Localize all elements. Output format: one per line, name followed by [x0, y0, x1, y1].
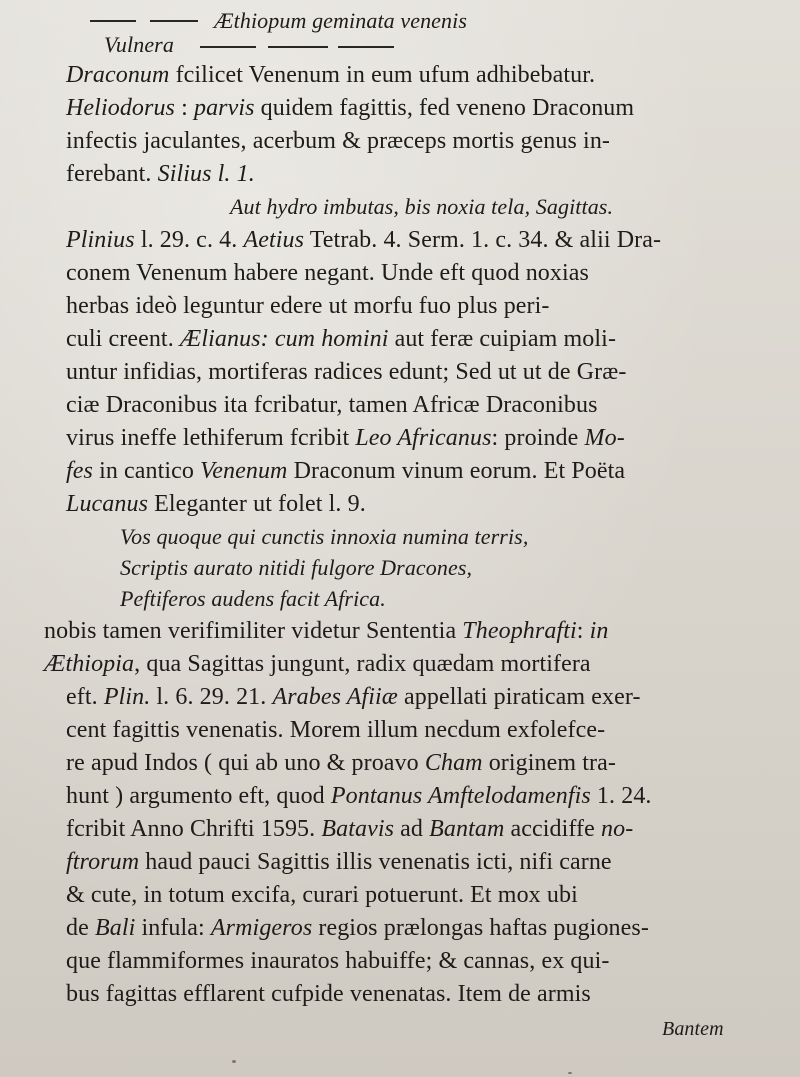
roman-text: aut feræ cuipiam moli- — [388, 326, 617, 352]
roman-text: l. 6. 29. 21. — [150, 684, 273, 710]
ink-stain — [568, 1072, 572, 1074]
roman-text: Eleganter ut folet l. 9. — [148, 491, 366, 517]
italic-text: Leo Africanus — [355, 425, 492, 451]
ink-stain — [232, 1060, 236, 1063]
italic-text: Æthiopia — [44, 651, 135, 677]
roman-text: que flammiformes inauratos habuiffe; & cannas, ex qui- — [66, 948, 610, 974]
text-line — [66, 93, 634, 123]
roman-text: eft. — [66, 684, 104, 710]
italic-text: Scriptis aurato nitidi fulgore Dracones, — [120, 555, 473, 580]
italic-text: Bantem — [662, 1018, 724, 1040]
roman-text: quidem fagittis, fed veneno Draconum — [254, 95, 635, 121]
text-line — [66, 748, 616, 778]
roman-text: infula: — [135, 915, 211, 941]
roman-text: culi creent. — [66, 326, 180, 352]
italic-text: Aetius — [243, 227, 305, 253]
roman-text: in cantico — [92, 458, 201, 484]
roman-text: regios prælongas haftas pugiones- — [312, 915, 649, 941]
italic-text: no- — [601, 816, 634, 842]
roman-text: re apud Indos ( qui ab uno & proavo — [66, 750, 425, 776]
italic-text: Mo- — [584, 425, 625, 451]
text-line — [66, 946, 609, 976]
text-line — [120, 584, 386, 614]
italic-text: Bantam — [429, 816, 505, 842]
text-line — [66, 159, 255, 189]
roman-text: l. 29. c. 4. — [134, 227, 244, 253]
text-line — [66, 489, 366, 519]
roman-text: : — [175, 95, 194, 121]
text-line — [66, 291, 550, 321]
text-line — [214, 6, 467, 36]
italic-text: Pontanus Amftelodamenfis — [330, 783, 591, 809]
text-line — [120, 522, 528, 552]
italic-text: Vulnera — [104, 32, 174, 57]
roman-text: ciæ Draconibus ita fcribatur, tamen Africæ Draconibus — [66, 392, 598, 418]
header-rule — [338, 46, 394, 48]
roman-text: bus fagittas efflarent cufpide venenatas. Item de armis — [66, 981, 591, 1007]
roman-text: accidiffe — [504, 816, 601, 842]
text-line — [66, 423, 625, 453]
roman-text: conem Venenum habere negant. Unde eft quod noxias — [66, 260, 589, 286]
text-line — [66, 979, 591, 1009]
text-line — [66, 814, 633, 844]
text-line — [66, 357, 626, 387]
roman-text: virus ineffe lethiferum fcribit — [66, 425, 356, 451]
roman-text: appellati piraticam exer- — [397, 684, 641, 710]
text-line — [66, 225, 661, 255]
text-line — [66, 913, 649, 943]
roman-text: 1. 24. — [590, 783, 652, 809]
text-line — [66, 126, 610, 156]
roman-text: infectis jaculantes, acerbum & præceps mortis genus in- — [66, 128, 611, 154]
roman-text: ad — [394, 816, 430, 842]
italic-text: Aut hydro imbutas, bis noxia tela, Sagittas. — [230, 194, 614, 219]
text-line — [662, 1014, 724, 1044]
roman-text: haud pauci Sagittis illis venenatis icti, nifi carne — [139, 849, 612, 875]
text-line — [104, 30, 174, 60]
italic-text: Ælianus: cum homini — [179, 326, 389, 352]
roman-text: originem tra- — [482, 750, 616, 776]
roman-text: ferebant. — [66, 161, 158, 187]
italic-text: Peftiferos audens facit Africa. — [120, 586, 386, 611]
italic-text: Æthiopum geminata venenis — [214, 8, 468, 33]
italic-text: Heliodorus — [66, 95, 175, 121]
italic-text: Plinius — [66, 227, 135, 253]
text-line — [66, 390, 598, 420]
italic-text: fes — [66, 458, 93, 484]
roman-text: & cute, in totum excifa, curari potuerunt. Et mox ubi — [66, 882, 578, 908]
roman-text: untur infidias, mortiferas radices edunt; Sed ut ut de Græ- — [66, 359, 627, 385]
roman-text: , qua Sagittas jungunt, radix quædam mortifera — [134, 651, 591, 677]
italic-text: Lucanus — [66, 491, 149, 517]
italic-text: Cham — [424, 750, 483, 776]
roman-text: cent fagittis venenatis. Morem illum necdum exfolefce- — [66, 717, 606, 743]
text-line — [44, 616, 609, 646]
text-line — [66, 682, 641, 712]
text-line — [66, 781, 652, 811]
text-line — [66, 258, 589, 288]
italic-text: Armigeros — [210, 915, 313, 941]
roman-text: de — [66, 915, 95, 941]
italic-text: in — [589, 618, 609, 644]
italic-text: ftrorum — [66, 849, 140, 875]
italic-text: Silius l. 1. — [157, 161, 255, 187]
text-line — [44, 649, 591, 679]
header-rule — [200, 46, 256, 48]
roman-text: herbas ideò leguntur edere ut morfu fuo plus peri- — [66, 293, 550, 319]
roman-text: Tetrab. 4. Serm. 1. c. 34. & alii Dra- — [304, 227, 662, 253]
text-line — [230, 192, 613, 222]
roman-text: Draconum vinum eorum. Et Poëta — [287, 458, 626, 484]
roman-text: : — [576, 618, 590, 644]
italic-text: Plin. — [103, 684, 151, 710]
roman-text: nobis tamen verifimiliter videtur Sententia — [44, 618, 463, 644]
italic-text: Theophrafti — [462, 618, 577, 644]
roman-text: fcribit Anno Chrifti 1595. — [66, 816, 322, 842]
italic-text: Venenum — [200, 458, 288, 484]
text-line — [66, 60, 595, 90]
italic-text: Batavis — [321, 816, 395, 842]
roman-text: fcilicet Venenum in eum ufum adhibebatur. — [169, 62, 596, 88]
italic-text: Arabes Afiiæ — [272, 684, 398, 710]
text-line — [120, 553, 472, 583]
roman-text: : proinde — [491, 425, 585, 451]
italic-text: Vos quoque qui cunctis innoxia numina terris, — [120, 524, 529, 549]
text-line — [66, 324, 616, 354]
italic-text: parvis — [193, 95, 255, 121]
header-rule — [90, 20, 136, 22]
text-line — [66, 715, 605, 745]
header-rule — [150, 20, 198, 22]
text-line — [66, 456, 625, 486]
header-rule — [268, 46, 328, 48]
text-line — [66, 880, 578, 910]
text-line — [66, 847, 612, 877]
italic-text: Bali — [94, 915, 136, 941]
italic-text: Draconum — [66, 62, 170, 88]
roman-text: hunt ) argumento eft, quod — [66, 783, 331, 809]
